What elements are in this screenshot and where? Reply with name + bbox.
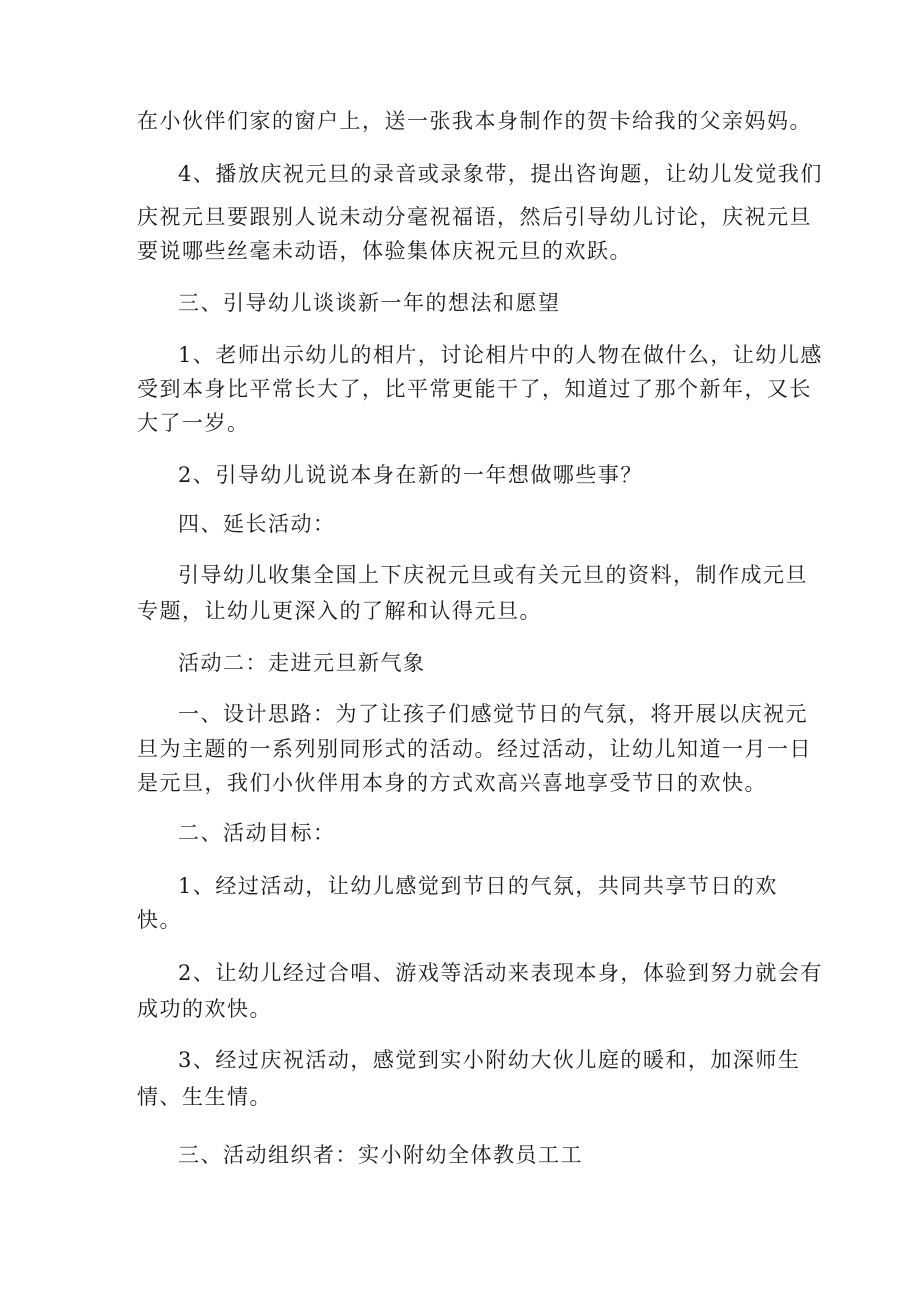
text-line: 1、经过活动，让幼儿感觉到节日的气氛，共同共享节日的欢 (178, 874, 778, 898)
text-line: 受到本身比平常长大了，比平常更能干了，知道过了那个新年，又长 (137, 377, 812, 401)
text-line: 快。 (137, 908, 182, 932)
text-line: 2、引导幼儿说说本身在新的一年想做哪些事？ (178, 463, 643, 487)
text-line: 4、播放庆祝元旦的录音或录象带，提出咨询题，让幼儿发觉我们 (178, 162, 823, 186)
section-heading: 三、活动组织者：实小附幼全体教员工工 (178, 1143, 583, 1167)
section-heading: 四、延长活动： (178, 512, 336, 536)
text-line: 引导幼儿收集全国上下庆祝元旦或有关元旦的资料，制作成元旦 (178, 563, 808, 587)
text-line: 大了一岁。 (137, 411, 250, 435)
text-line: 1、老师出示幼儿的相片，讨论相片中的人物在做什么，让幼儿感 (178, 343, 823, 367)
text-line: 情、生生情。 (137, 1085, 272, 1109)
text-line: 2、让幼儿经过合唱、游戏等活动来表现本身，体验到努力就会有 (178, 961, 823, 985)
section-heading: 三、引导幼儿谈谈新一年的想法和愿望 (178, 291, 561, 315)
activity-title: 活动二：走进元旦新气象 (178, 651, 426, 675)
section-heading: 二、活动目标： (178, 821, 336, 845)
text-line: 旦为主题的一系列别同形式的活动。经过活动，让幼儿知道一月一日 (137, 737, 812, 761)
text-line: 专题，让幼儿更深入的了解和认得元旦。 (137, 599, 542, 623)
text-line: 庆祝元旦要跟别人说未动分毫祝福语，然后引导幼儿讨论，庆祝元旦 (137, 205, 812, 229)
text-line: 一、设计思路：为了让孩子们感觉节日的气氛，将开展以庆祝元 (178, 702, 808, 726)
text-line: 是元旦，我们小伙伴用本身的方式欢高兴喜地享受节日的欢快。 (137, 771, 767, 795)
text-line: 在小伙伴们家的窗户上，送一张我本身制作的贺卡给我的父亲妈妈。 (137, 109, 812, 133)
text-line: 成功的欢快。 (137, 997, 272, 1021)
text-line: 要说哪些丝毫未动语，体验集体庆祝元旦的欢跃。 (137, 239, 632, 263)
text-line: 3、经过庆祝活动，感觉到实小附幼大伙儿庭的暖和，加深师生 (178, 1048, 801, 1072)
